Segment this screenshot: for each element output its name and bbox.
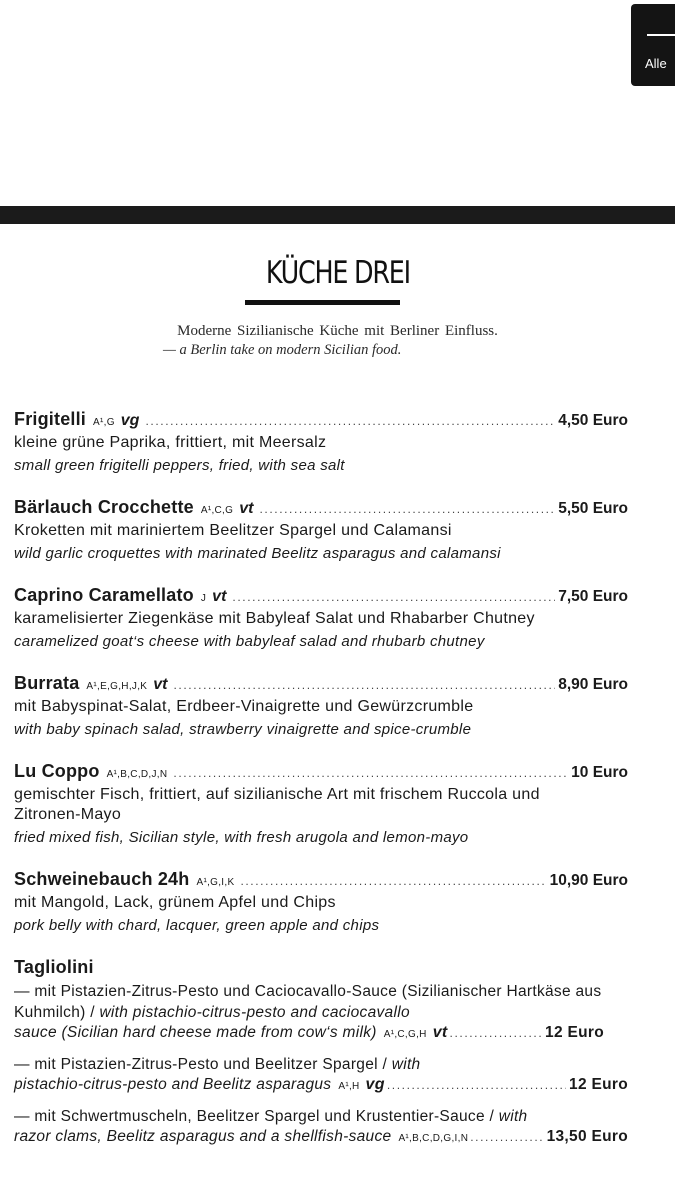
dish-description-en: wild garlic croquettes with marinated Beelitz asparagus and calamansi	[14, 545, 501, 562]
dish-description-de: mit Babyspinat-Salat, Erdbeer-Vinaigrette und Gewürzcrumble	[14, 698, 474, 715]
menu-list	[14, 409, 628, 1150]
allergen-codes: A¹,C,G,H	[383, 1029, 427, 1040]
allergen-codes: J	[200, 593, 207, 604]
allergen-codes: A¹,H	[338, 1081, 360, 1092]
logo-underline	[245, 300, 400, 305]
menu-item	[14, 673, 628, 740]
diet-tag: vt	[432, 1024, 448, 1041]
section-divider	[0, 206, 675, 224]
dish-price: 7,50 Euro	[558, 588, 628, 605]
dish-description-en: fried mixed fish, Sicilian style, with fresh arugola and lemon-mayo	[14, 829, 469, 846]
menu-item	[14, 761, 628, 848]
dot-leader	[173, 766, 568, 780]
variant-description-en: with	[498, 1107, 528, 1125]
dish-name: Schweinebauch 24h	[14, 869, 190, 889]
menu-item	[14, 869, 628, 936]
diet-tag: vg	[120, 412, 140, 429]
variant-price: 13,50 Euro	[546, 1128, 628, 1145]
menu-item	[14, 409, 628, 476]
variant-description-en: with pistachio-citrus-pesto and caciocavallo	[99, 1003, 410, 1021]
tagline-english: — a Berlin take on modern Sicilian food.	[163, 342, 402, 358]
dot-leader	[240, 874, 546, 888]
dish-description-de: mit Mangold, Lack, grünem Apfel und Chips	[14, 894, 336, 911]
menu-item-tagliolini	[14, 957, 628, 1150]
diet-tag: vt	[153, 676, 168, 693]
dish-name: Burrata	[14, 673, 80, 693]
restaurant-logo	[0, 255, 675, 291]
diet-tag: vg	[365, 1076, 385, 1093]
dot-leader	[450, 1023, 543, 1044]
dot-leader	[145, 414, 555, 428]
allergen-codes: A¹,G,I,K	[196, 877, 235, 888]
dish-description-en: with baby spinach salad, strawberry vinaigrette and spice-crumble	[14, 721, 472, 738]
dish-variant	[14, 982, 604, 1046]
dish-description-en: small green frigitelli peppers, fried, with sea salt	[14, 457, 345, 474]
dot-leader	[174, 678, 556, 692]
dish-name: Lu Coppo	[14, 761, 100, 781]
top-bar	[0, 0, 675, 205]
dish-description-de: gemischter Fisch, frittiert, auf sizilianische Art mit frischem Ruccola und Zitronen-Mayo	[14, 786, 540, 823]
menu-button[interactable]	[631, 4, 675, 86]
variant-description-en: sauce (Sicilian hard cheese made from cow‘s milk)	[14, 1024, 377, 1041]
dish-description-de: karamelisierter Ziegenkäse mit Babyleaf Salat und Rhabarber Chutney	[14, 610, 535, 627]
logo-text: KÜCHE DREI	[265, 255, 410, 291]
dot-leader	[470, 1127, 543, 1148]
variant-price: 12 Euro	[569, 1076, 628, 1093]
variant-description-de: — mit Pistazien-Zitrus-Pesto und Beelitzer Spargel /	[14, 1055, 388, 1073]
dish-description-de: kleine grüne Paprika, frittiert, mit Meersalz	[14, 434, 327, 451]
dish-description-en: pork belly with chard, lacquer, green apple and chips	[14, 917, 380, 934]
menu-item	[14, 497, 628, 564]
dish-description-en: caramelized goat‘s cheese with babyleaf salad and rhubarb chutney	[14, 633, 485, 650]
dish-variant	[14, 1107, 628, 1150]
menu-button-label: Alle	[645, 56, 667, 71]
diet-tag: vt	[239, 500, 254, 517]
variant-description-en: razor clams, Beelitz asparagus and a shellfish-sauce	[14, 1128, 392, 1145]
allergen-codes: A¹,E,G,H,J,K	[86, 681, 148, 692]
variant-description-en: with	[391, 1055, 421, 1073]
menu-icon	[647, 34, 675, 36]
dot-leader	[387, 1075, 566, 1096]
dish-description-de: Kroketten mit mariniertem Beelitzer Spargel und Calamansi	[14, 522, 452, 539]
allergen-codes: A¹,G	[93, 417, 115, 428]
allergen-codes: A¹,B,C,D,G,I,N	[398, 1133, 469, 1144]
dish-price: 4,50 Euro	[558, 412, 628, 429]
allergen-codes: A¹,C,G	[200, 505, 234, 516]
diet-tag: vt	[212, 588, 227, 605]
dish-name: Caprino Caramellato	[14, 585, 194, 605]
variant-description-de: — mit Pistazien-Zitrus-Pesto und Caciocavallo-Sauce (Sizilianischer Hartkäse aus Kuhmilch) /	[14, 983, 602, 1021]
dish-price: 8,90 Euro	[558, 676, 628, 693]
dish-name: Frigitelli	[14, 409, 87, 429]
dish-price: 10,90 Euro	[549, 872, 628, 889]
dish-name: Tagliolini	[14, 957, 94, 977]
variant-description-de: — mit Schwertmuscheln, Beelitzer Spargel und Krustentier-Sauce /	[14, 1107, 495, 1125]
dot-leader	[259, 502, 555, 516]
menu-item	[14, 585, 628, 652]
allergen-codes: A¹,B,C,D,J,N	[106, 769, 168, 780]
tagline-german: Moderne Sizilianische Küche mit Berliner Einfluss.	[177, 323, 498, 339]
dish-variant	[14, 1055, 628, 1098]
variant-description-en: pistachio-citrus-pesto and Beelitz asparagus	[14, 1076, 332, 1093]
dish-price: 10 Euro	[571, 764, 628, 781]
dish-price: 5,50 Euro	[558, 500, 628, 517]
dish-name: Bärlauch Crocchette	[14, 497, 194, 517]
dot-leader	[232, 590, 555, 604]
variant-price: 12 Euro	[545, 1024, 604, 1041]
